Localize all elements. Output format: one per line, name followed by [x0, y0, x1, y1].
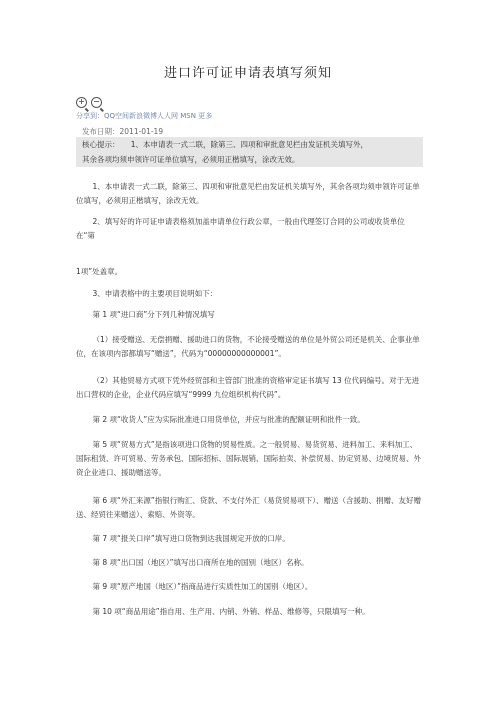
zoom-in-icon[interactable]: + — [76, 97, 87, 108]
zoom-controls — [76, 97, 102, 108]
paragraph-7: 第 2 项“收货人”应为实际批准进口用货单位，并应与批准的配额证明和批件一致。 — [92, 415, 365, 424]
publish-date: 发布日期：2011-01-19 — [82, 127, 164, 136]
core-tip-line: 核心提示： 1、本申请表一式二联，除第三、四项和审批意见栏由发证机关填写外， — [82, 140, 369, 149]
paragraph-2: 2、填写好的许可证申请表格须加盖申请单位行政公章，一般由代理签订合同的公司或收货单位在“第 — [76, 217, 405, 240]
core-tip-box — [76, 137, 423, 167]
paragraph-1: 1、本申请表一式二联，除第三、四项和审批意见栏由发证机关填写外，其余各项均须申领许可证单位填写，必须用正楷填写，涂改无效。 — [76, 182, 420, 205]
zoom-out-icon[interactable]: − — [91, 97, 102, 108]
share-links[interactable]: 分享到：QQ空间新浪微博人人网 MSN 更多 — [76, 112, 213, 120]
paragraph-4: 第 1 项“进口商”分下列几种情况填写 — [92, 310, 215, 319]
paragraph-2-continued: 1项”处盖章。 — [76, 267, 123, 276]
paragraph-8: 第 5 项“贸易方式”是指该项进口货物的贸易性质。之一般贸易、易货贸易、进料加工、来料加工、国际租赁、许可贸易、劳务承包、国际招标、国际展销、国际拍卖、补偿贸易、协定贸易、边境贸易、外资企业进口、援助赠送等。 — [76, 440, 421, 477]
paragraph-10: 第 7 项“报关口岸”填写进口货物到达我国规定开放的口岸。 — [92, 534, 290, 543]
paragraph-9: 第 6 项“外汇来源”指银行购汇、贷款、不支付外汇（易货贸易项下）、赠送（含援助、捐赠、友好赠送、经贸往来赠送）、索赔、外资等。 — [76, 496, 422, 519]
paragraph-11: 第 8 项“出口国（地区）”填写出口商所在地的国别（地区）名称。 — [92, 558, 309, 567]
paragraph-12: 第 9 项“原产地国（地区）”指商品进行实质性加工的国别（地区）。 — [92, 582, 313, 591]
paragraph-3: 3、申请表格中的主要项目说明如下： — [92, 289, 218, 298]
paragraph-13: 第 10 项“商品用途”指自用、生产用、内销、外销、样品、维修等，只限填写一种。 — [92, 607, 370, 616]
paragraph-6: （2）其他贸易方式项下凭外经贸部和主管部门批准的资格审定证书填写 13 位代码编号。对于无进出口营权的企业，企业代码应填写“9999 九位组织机构代码”。 — [76, 376, 420, 399]
paragraph-5: （1）接受赠送、无偿捐赠、援助进口的货物，不论接受赠送的单位是外贸公司还是机关、企事业单位，在该项内部都填写“赠送”，代码为“00000000000001”。 — [76, 335, 420, 358]
page-title: 进口许可证申请表填写须知 — [163, 66, 332, 81]
core-tip-line: 其余各项均须申领许可证单位填写，必须用正楷填写，涂改无效。 — [82, 155, 300, 164]
